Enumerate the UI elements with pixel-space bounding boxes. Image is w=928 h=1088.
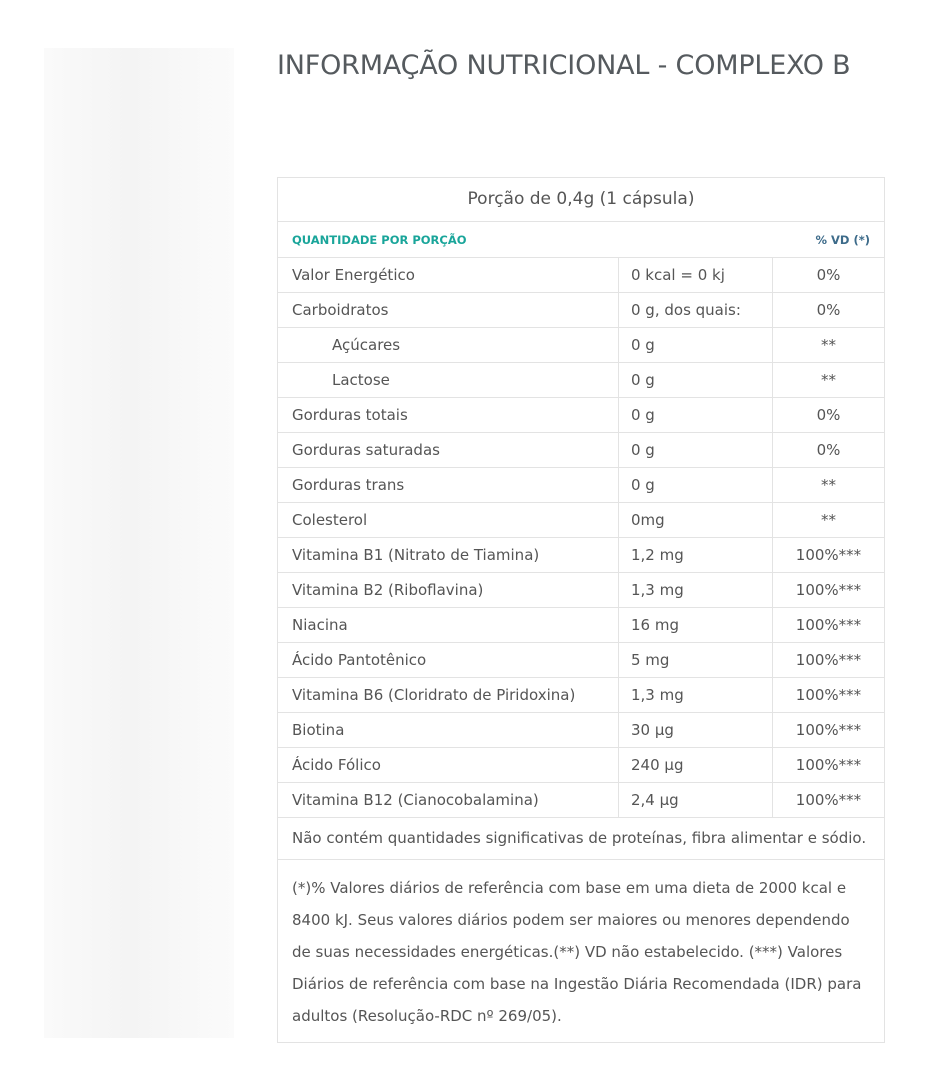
nutrient-daily-value: 100%*** bbox=[773, 538, 885, 573]
nutrient-name: Açúcares bbox=[278, 328, 619, 363]
daily-value-header: % VD (*) bbox=[815, 232, 870, 247]
table-row bbox=[278, 433, 884, 468]
nutrient-name: Niacina bbox=[278, 608, 619, 643]
table-row bbox=[278, 573, 884, 608]
nutrient-name: Vitamina B6 (Cloridrato de Piridoxina) bbox=[278, 678, 619, 713]
quantity-header: QUANTIDADE POR PORÇÃO bbox=[292, 232, 467, 247]
nutrient-amount: 0 g bbox=[619, 433, 773, 468]
page-title: INFORMAÇÃO NUTRICIONAL - COMPLEXO B bbox=[277, 50, 851, 81]
table-row bbox=[278, 398, 884, 433]
nutrient-name: Ácido Fólico bbox=[278, 748, 619, 783]
nutrient-amount: 1,2 mg bbox=[619, 538, 773, 573]
nutrient-name: Ácido Pantotênico bbox=[278, 643, 619, 678]
nutrient-name: Gorduras trans bbox=[278, 468, 619, 503]
nutrient-amount: 30 µg bbox=[619, 713, 773, 748]
nutrient-daily-value: ** bbox=[773, 328, 885, 363]
nutrient-amount: 1,3 mg bbox=[619, 573, 773, 608]
nutrient-daily-value: 0% bbox=[773, 433, 885, 468]
nutrition-facts-table bbox=[277, 177, 885, 1043]
nutrient-daily-value: ** bbox=[773, 363, 885, 398]
table-row bbox=[278, 748, 884, 783]
nutrient-name: Vitamina B12 (Cianocobalamina) bbox=[278, 783, 619, 818]
nutrient-rows bbox=[278, 258, 884, 818]
portion-size: Porção de 0,4g (1 cápsula) bbox=[278, 178, 884, 222]
nutrient-rows-body bbox=[278, 258, 884, 818]
nutrient-daily-value: ** bbox=[773, 503, 885, 538]
nutrient-daily-value: 0% bbox=[773, 258, 885, 293]
nutrient-amount: 16 mg bbox=[619, 608, 773, 643]
table-row bbox=[278, 678, 884, 713]
nutrient-name: Gorduras saturadas bbox=[278, 433, 619, 468]
table-row bbox=[278, 608, 884, 643]
table-row bbox=[278, 713, 884, 748]
footnote: (*)% Valores diários de referência com base em uma dieta de 2000 kcal e 8400 kJ. Seus valores diários podem ser maiores ou menores dependendo de suas necessidades energéticas.(**) VD não estabelecido. (***) Valores Diários de referência com base na Ingestão Diária Recomendada (IDR) para adultos (Resolução-RDC nº 269/05). bbox=[292, 879, 862, 1025]
side-panel-shadow bbox=[44, 48, 234, 1038]
nutrient-amount: 5 mg bbox=[619, 643, 773, 678]
significance-note: Não contém quantidades significativas de proteínas, fibra alimentar e sódio. bbox=[278, 818, 884, 860]
nutrient-daily-value: 100%*** bbox=[773, 573, 885, 608]
nutrient-name: Biotina bbox=[278, 713, 619, 748]
nutrient-name: Gorduras totais bbox=[278, 398, 619, 433]
nutrient-name: Lactose bbox=[278, 363, 619, 398]
nutrient-amount: 0 g bbox=[619, 363, 773, 398]
table-row bbox=[278, 328, 884, 363]
nutrient-amount: 0 g bbox=[619, 468, 773, 503]
table-row bbox=[278, 783, 884, 818]
nutrient-amount: 240 µg bbox=[619, 748, 773, 783]
nutrient-amount: 0mg bbox=[619, 503, 773, 538]
nutrient-amount: 1,3 mg bbox=[619, 678, 773, 713]
table-header bbox=[278, 222, 884, 258]
nutrient-name: Colesterol bbox=[278, 503, 619, 538]
table-row bbox=[278, 538, 884, 573]
nutrient-name: Carboidratos bbox=[278, 293, 619, 328]
nutrient-name: Valor Energético bbox=[278, 258, 619, 293]
nutrient-amount: 0 g bbox=[619, 328, 773, 363]
nutrient-amount: 0 g, dos quais: bbox=[619, 293, 773, 328]
nutrient-daily-value: 100%*** bbox=[773, 713, 885, 748]
nutrient-amount: 2,4 µg bbox=[619, 783, 773, 818]
nutrient-daily-value: 100%*** bbox=[773, 678, 885, 713]
nutrient-daily-value: 0% bbox=[773, 398, 885, 433]
nutrient-amount: 0 g bbox=[619, 398, 773, 433]
table-row bbox=[278, 293, 884, 328]
nutrient-daily-value: ** bbox=[773, 468, 885, 503]
table-row bbox=[278, 503, 884, 538]
nutrient-name: Vitamina B2 (Riboflavina) bbox=[278, 573, 619, 608]
nutrient-daily-value: 100%*** bbox=[773, 748, 885, 783]
table-row bbox=[278, 363, 884, 398]
nutrient-name: Vitamina B1 (Nitrato de Tiamina) bbox=[278, 538, 619, 573]
nutrient-daily-value: 0% bbox=[773, 293, 885, 328]
nutrient-daily-value: 100%*** bbox=[773, 608, 885, 643]
nutrient-amount: 0 kcal = 0 kj bbox=[619, 258, 773, 293]
nutrient-daily-value: 100%*** bbox=[773, 783, 885, 818]
table-row bbox=[278, 468, 884, 503]
table-row bbox=[278, 258, 884, 293]
nutrient-daily-value: 100%*** bbox=[773, 643, 885, 678]
table-row bbox=[278, 643, 884, 678]
